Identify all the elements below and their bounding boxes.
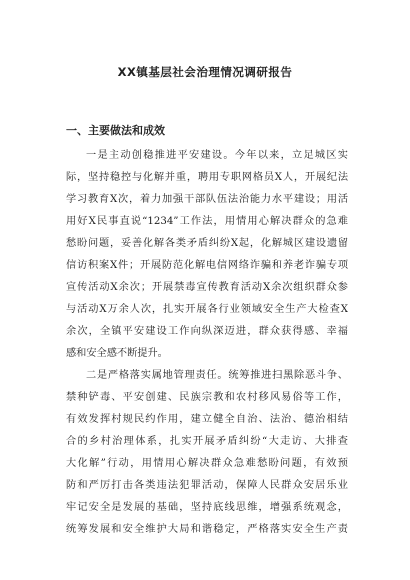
document-title: XX镇基层社会治理情况调研报告: [117, 65, 293, 79]
paragraph-2-line: 二是严格落实属地管理责任。统筹推进扫黑除恶斗争、: [86, 370, 348, 381]
paragraph-2-line: 大化解”行动，用情用心解决群众急难愁盼问题，有效预: [66, 458, 348, 469]
paragraph-1-line: 愁盼问题，妥善化解各类矛盾纠纷X起，化解城区建设遗留: [66, 238, 348, 249]
paragraph-1-line: 际，坚持稳控与化解并重，聘用专职网格员X人，开展纪法: [66, 172, 348, 183]
paragraph-2-line: 牢记安全是发展的基础，坚持底线思维，增强系统观念，: [66, 502, 348, 513]
paragraph-1-line: 一是主动创稳推进平安建设。今年以来，立足城区实: [86, 150, 348, 161]
paragraph-1-line: 与活动X万余人次，扎实开展各行业领域安全生产大检查X: [66, 304, 348, 315]
paragraph-1-line: 感和安全感不断提升。: [66, 348, 168, 359]
paragraph-1-line: 用好X民事直说“1234”工作法，用情用心解决群众的急难: [66, 216, 348, 227]
paragraph-1-line: 信访积案X件；开展防范化解电信网络诈骗和养老诈骗专项: [66, 260, 348, 271]
paragraph-1-line: 宣传活动X余次；开展禁毒宣传教育活动X余次组织群众参: [66, 282, 348, 293]
paragraph-2-line: 合的乡村治理体系，扎实开展矛盾纠纷“大走访、大排查: [66, 436, 348, 447]
paragraph-2-line: 有效发挥村规民约作用，建立健全自治、法治、德治相结: [66, 414, 348, 425]
paragraph-1-line: 余次，全镇平安建设工作向纵深迈进，群众获得感、幸福: [66, 326, 348, 337]
paragraph-2-line: 防和严厉打击各类违法犯罪活动，保障人民群众安居乐业: [66, 480, 348, 491]
paragraph-2-line: 统筹发展和安全维护大局和谐稳定，严格落实安全生产责: [66, 524, 348, 535]
paragraph-2-line: 禁种铲毒、平安创建、民族宗教和农村移风易俗等工作，: [66, 392, 348, 403]
paragraph-1-line: 学习教育X次，着力加强干部队伍法治能力水平建设；用活: [66, 194, 348, 205]
section-heading: 一、主要做法和成效: [66, 124, 165, 137]
